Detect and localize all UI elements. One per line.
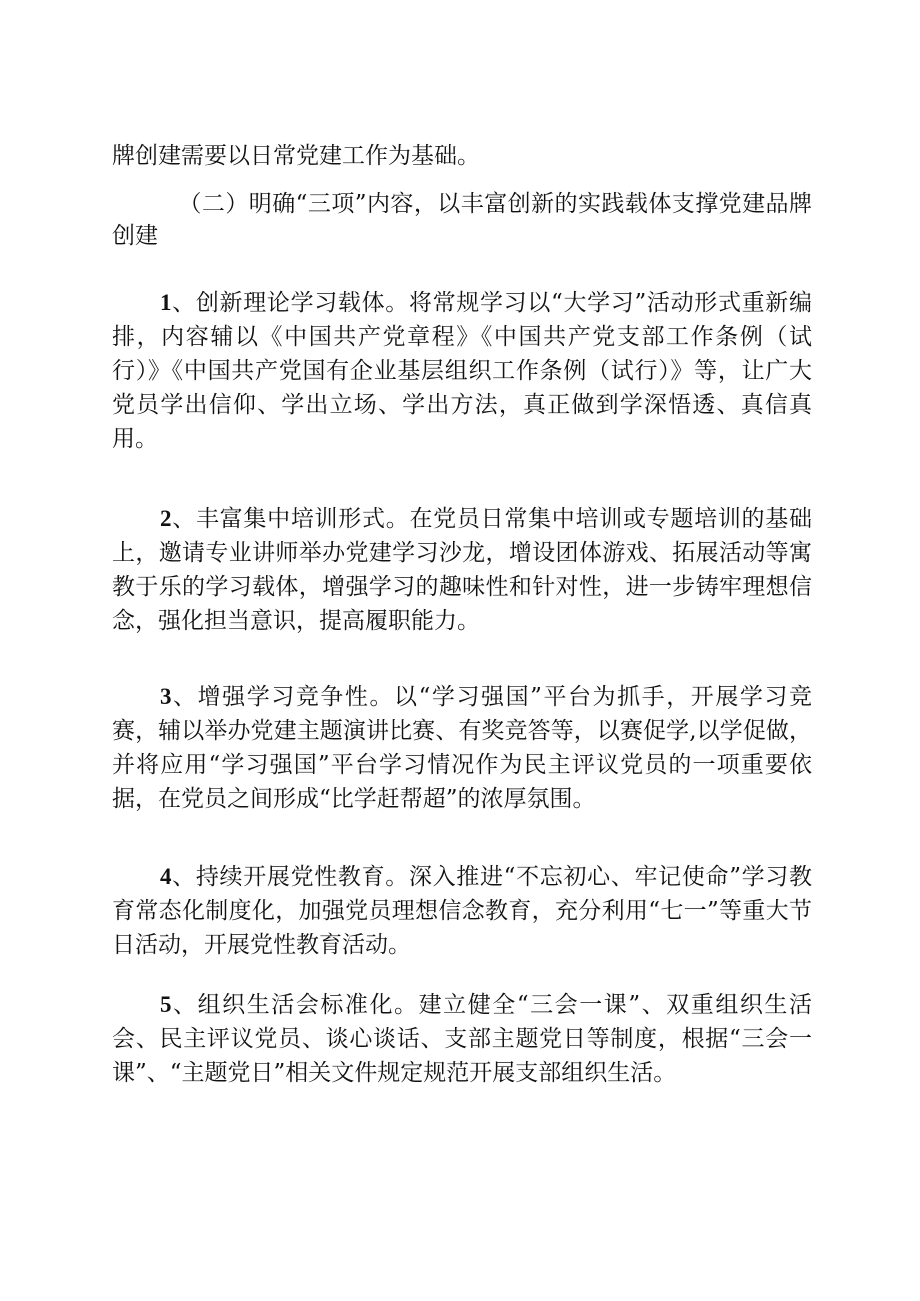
list-item bbox=[112, 988, 812, 1090]
paragraph-continuation bbox=[112, 140, 812, 172]
list-item-text: 、增强学习竞争性。以“学习强国”平台为抓手，开展学习竞赛，辅以举办党建主题演讲比赛、有奖竞答等，以赛促学,以学促做，并将应用“学习强国”平台学习情况作为民主评议党员的一项重要依据，在党员之间形成“比学赶帮超”的浓厚氛围。 bbox=[112, 684, 812, 812]
list-item bbox=[112, 286, 812, 456]
list-item-text: 、持续开展党性教育。深入推进“不忘初心、牢记使命”学习教育常态化制度化，加强党员理想信念教育，充分利用“七一”等重大节日活动，开展党性教育活动。 bbox=[112, 864, 812, 958]
section-heading-text: （二）明确“三项”内容，以丰富创新的实践载体支撑党建品牌创建 bbox=[112, 191, 812, 249]
list-item-number: 4 bbox=[160, 864, 172, 889]
list-item-number: 5 bbox=[160, 992, 172, 1017]
list-item bbox=[112, 680, 812, 816]
list-item-text: 、组织生活会标准化。建立健全“三会一课”、双重组织生活会、民主评议党员、谈心谈话、支部主题党日等制度，根据“三会一课”、“主题党日”相关文件规定规范开展支部组织生活。 bbox=[112, 992, 812, 1086]
list-item-text: 、创新理论学习载体。将常规学习以“大学习”活动形式重新编排，内容辅以《中国共产党章程》《中国共产党支部工作条例（试行）》《中国共产党国有企业基层组织工作条例（试行）》等，让广大党员学出信仰、学出立场、学出方法，真正做到学深悟透、真信真用。 bbox=[112, 290, 812, 452]
list-item bbox=[112, 502, 812, 638]
section-heading bbox=[112, 188, 812, 252]
list-item bbox=[112, 860, 812, 962]
list-item-number: 1 bbox=[160, 290, 172, 315]
paragraph-text: 牌创建需要以日常党建工作为基础。 bbox=[112, 143, 480, 169]
list-item-text: 、丰富集中培训形式。在党员日常集中培训或专题培训的基础上，邀请专业讲师举办党建学习沙龙，增设团体游戏、拓展活动等寓教于乐的学习载体，增强学习的趣味性和针对性，进一步铸牢理想信念，强化担当意识，提高履职能力。 bbox=[112, 506, 812, 634]
list-item-number: 3 bbox=[160, 684, 172, 709]
list-item-number: 2 bbox=[160, 506, 172, 531]
